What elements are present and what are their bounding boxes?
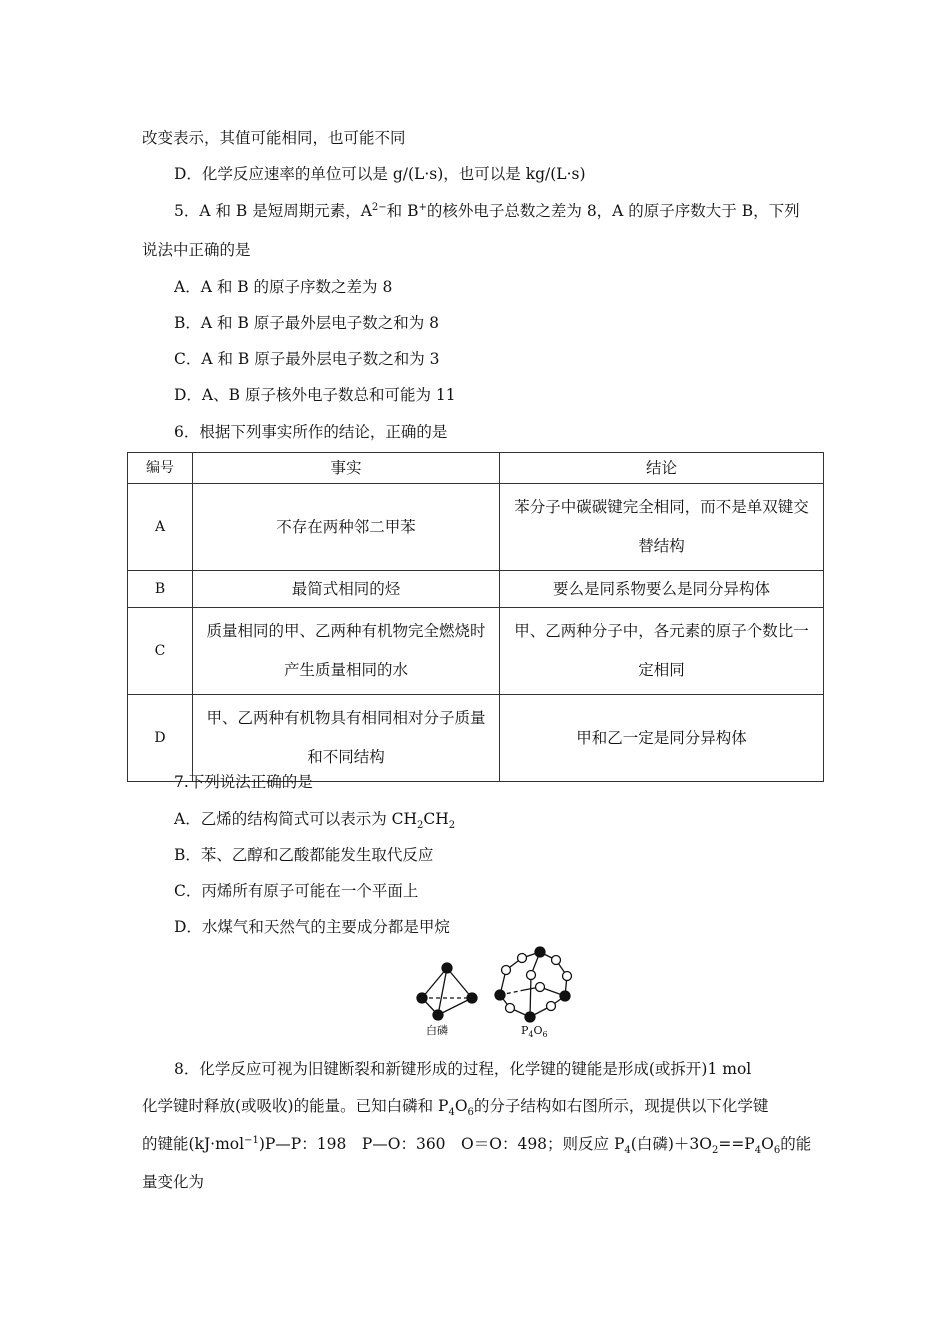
- q5-option-a: A．A 和 B 的原子序数之差为 8: [174, 278, 393, 296]
- q8-stem-line3: 的键能(kJ·mol$^{-1}$)P—P：198 P—O：360 O＝O：498；则反应 $P_4$(白磷)$+3O_2==P_4O_6$的能: [142, 1134, 812, 1157]
- header-conclusion: 结论: [500, 453, 824, 484]
- row-conclusion: 甲和乙一定是同分异构体: [500, 695, 824, 782]
- table-header-row: [128, 453, 824, 484]
- q7-stem: 7.下列说法正确的是: [174, 773, 313, 791]
- row-conclusion: 甲、乙两种分子中，各元素的原子个数比一定相同: [500, 608, 824, 695]
- row-conclusion: 苯分子中碳碳键完全相同，而不是单双键交替结构: [500, 484, 824, 571]
- row-fact: 质量相同的甲、乙两种有机物完全燃烧时产生质量相同的水: [193, 608, 500, 695]
- table-row: [128, 695, 824, 782]
- white-phosphorus-molecule: [417, 963, 477, 1020]
- q5-option-d: D．A、B 原子核外电子数总和可能为 11: [174, 386, 456, 404]
- q7-option-b: B．苯、乙醇和乙酸都能发生取代反应: [174, 846, 434, 864]
- q7-option-a: A．乙烯的结构简式可以表示为 $CH_2CH_2$: [174, 810, 456, 832]
- q8-stem-line4: 量变化为: [142, 1173, 205, 1191]
- q5-stem-line2: 说法中正确的是: [142, 241, 251, 259]
- q8-stem-line1: 8．化学反应可视为旧键断裂和新键形成的过程，化学键的键能是形成(或拆开)1 mol: [174, 1060, 752, 1078]
- table-row: [128, 484, 824, 571]
- row-fact: 最简式相同的烃: [193, 571, 500, 608]
- header-id: 编号: [128, 453, 193, 484]
- q5-stem: 5．A 和 B 是短周期元素，$A^{2-}$和 B+的核外电子总数之差为 8，A 的原子序数大于 B，下列: [174, 201, 800, 220]
- row-fact: 不存在两种邻二甲苯: [193, 484, 500, 571]
- q5-option-c: C．A 和 B 原子最外层电子数之和为 3: [174, 350, 440, 368]
- header-fact: 事实: [193, 453, 500, 484]
- table-row: [128, 608, 824, 695]
- molecule-figure: [410, 938, 580, 1048]
- row-id: C: [128, 608, 193, 695]
- p4o6-molecule: [495, 947, 572, 1022]
- q6-stem: 6．根据下列事实所作的结论，正确的是: [174, 423, 448, 441]
- row-id: B: [128, 571, 193, 608]
- row-id: A: [128, 484, 193, 571]
- q4-continuation-text: 改变表示，其值可能相同，也可能不同: [142, 129, 406, 147]
- white-phosphorus-label: 白磷: [426, 1024, 448, 1037]
- q7-option-c: C．丙烯所有原子可能在一个平面上: [174, 882, 419, 900]
- row-fact: 甲、乙两种有机物具有相同相对分子质量和不同结构: [193, 695, 500, 782]
- q4-option-d: D．化学反应速率的单位可以是 g/(L·s)，也可以是 kg/(L·s): [174, 165, 586, 183]
- row-id: D: [128, 695, 193, 782]
- row-conclusion: 要么是同系物要么是同分异构体: [500, 571, 824, 608]
- p4o6-label: $P_4O_6$: [521, 1024, 548, 1040]
- table-row: [128, 571, 824, 608]
- q5-option-b: B．A 和 B 原子最外层电子数之和为 8: [174, 314, 440, 332]
- q8-stem-line2: 化学键时释放(或吸收)的能量。已知白磷和 $P_4O_6$的分子结构如右图所示，现提供以下化学键: [142, 1097, 769, 1119]
- facts-table: [127, 452, 824, 782]
- q7-option-d: D．水煤气和天然气的主要成分都是甲烷: [174, 918, 450, 936]
